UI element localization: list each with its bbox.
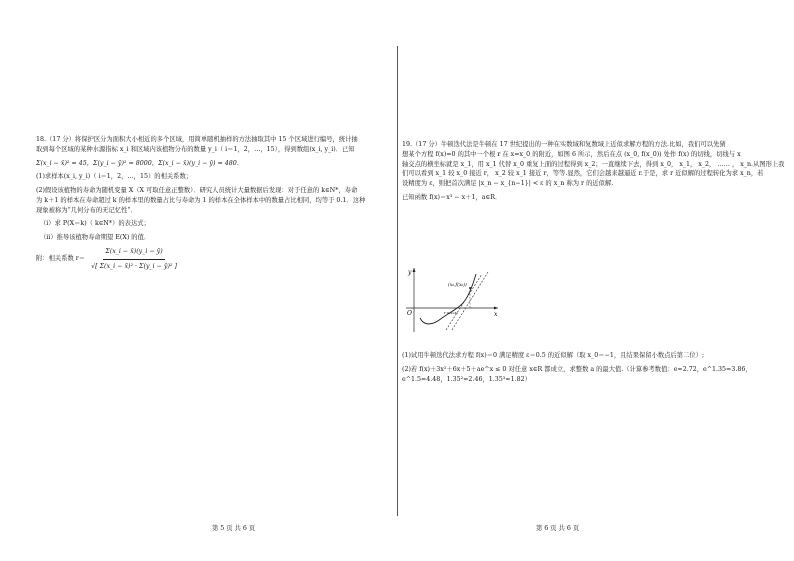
q18-sub-2: （ii）推导该植物寿命期望 E(X) 的值．: [40, 234, 151, 241]
q18-part-2-line-3: 现象被称为“几何分布的无记忆性”．: [36, 206, 137, 214]
x-axis-arrow: [494, 307, 498, 310]
newton-method-graph: [402, 264, 502, 334]
q19-given: 已知函数 f(x)＝x³ − x＋1，a∈R．: [402, 193, 502, 201]
page-footer-right: 第 6 页 共 6 页: [536, 525, 580, 532]
q18-sub-1: （i）求 P(X＝k)（ k∈N*）的表达式；: [40, 220, 150, 228]
q19-line-5: 设精度为 ε，则把首次满足 |x_n − x_{n−1}| < ε 的 x_n 称为 r 的近似解.: [402, 180, 614, 187]
graph-y-label: y: [408, 269, 412, 276]
q18-part-1: (1)求样本(x_i, y_i)（ i＝1，2，…，15）的相关系数；: [36, 173, 193, 181]
page-footer-left: 第 5 页 共 6 页: [212, 525, 256, 532]
q19-part-2-line-1: (2)若 f(x)＋3x²＋6x＋5＋ae^x ≤ 0 对任意 x∈R 都成立，求整数 a 的最大值.（计算参考数值：e≈2.72，e^1.35≈3.86，: [402, 365, 752, 373]
q19-line-4: 们可以看到 x_1 较 x_0 接近 r， x_2 较 x_1 接近 r，等等.显然，它们会越来越逼近 r.于是，求 r 近似解的过程转化为求 x_n，若: [402, 170, 764, 178]
q19-part-1: (1)试用牛顿迭代法求方程 f(x)＝0 满足精度 ε＝0.5 的近似解（取 x_0＝−1，且结果保留小数点后第二位）;: [402, 352, 705, 359]
question-19-parts: [402, 351, 762, 384]
question-19: [402, 140, 785, 203]
r-denominator: √[ Σ(x_i − x̄)² · Σ(y_i − ȳ)² ]: [91, 262, 177, 270]
graph-svg: [402, 264, 502, 334]
r-numerator: Σ(x_i − x̄)(y_i − ȳ): [103, 247, 164, 260]
graph-origin-label: O: [407, 310, 412, 317]
q18-attach-label: 附：相关系数 r＝: [36, 255, 86, 263]
q19-line-2: 想某个方程 f(x)=0 的其中一个根 r 在 x=x_0 的附近，如图 6 所示，然后在点 (x_0, f(x_0)) 处作 f(x) 的切线，切线与 x: [402, 150, 741, 158]
question-18: [36, 135, 391, 275]
q19-part-2-line-2: e^1.5≈4.48，1.35²≈2.46，1.35³≈1.82）: [402, 375, 531, 383]
q19-line-3: 轴交点的横坐标就是 x_1，用 x_1 代替 x_0 重复上面的过程得到 x_2；一直继续下去，得到 x_0， x_1， x_2， …… ， x_n.从图形上我: [402, 160, 785, 168]
q18-correlation-formula: [36, 247, 391, 272]
graph-point-label: (x₀,f(x₀)): [448, 283, 467, 288]
q18-sums: Σ(x_i − x̄)² = 45，Σ(y_i − ȳ)² = 8000，Σ(x_i − x̄)(y_i − ȳ) = 480．: [36, 159, 244, 167]
tangent-point: [469, 287, 471, 289]
q18-part-2-line-2: 为 k＋1 的样本在寿命超过 k 的样本里的数量占比与寿命为 1 的样本在全体样本中的数量占比相同，均等于 0.1．这种: [36, 196, 366, 204]
column-divider: [397, 46, 398, 516]
q18-part-2-line-1: (2)假设该植物的寿命为随机变量 X（X 可取任意正整数）．研究人员统计大量数据后发现：对于任意的 k∈N*，寿命: [36, 187, 358, 194]
q18-line-2: 取到每个区域的某种水源指标 x_i 和区域内该植物分布的数量 y_i（ i＝1，2，…，15），得到数组(x_i, y_i)．已知: [36, 145, 355, 153]
graph-tick-labels: r x₂x₁x₀: [444, 310, 459, 315]
q19-line-1: 19.（17 分）牛顿迭代法是牛顿在 17 世纪提出的一种在实数域和复数域上近似求解方程的方法.比如，我们可以先猜: [402, 141, 726, 148]
curve: [420, 274, 476, 324]
q18-line-1: 18.（17 分）将保护区分为面积大小相近的多个区域，用简单随机抽样的方法抽取其中 15 个区域进行编号，统计抽: [36, 136, 358, 143]
y-axis-arrow: [413, 268, 416, 272]
r-fraction: [91, 247, 177, 272]
graph-x-label: x: [494, 311, 498, 318]
